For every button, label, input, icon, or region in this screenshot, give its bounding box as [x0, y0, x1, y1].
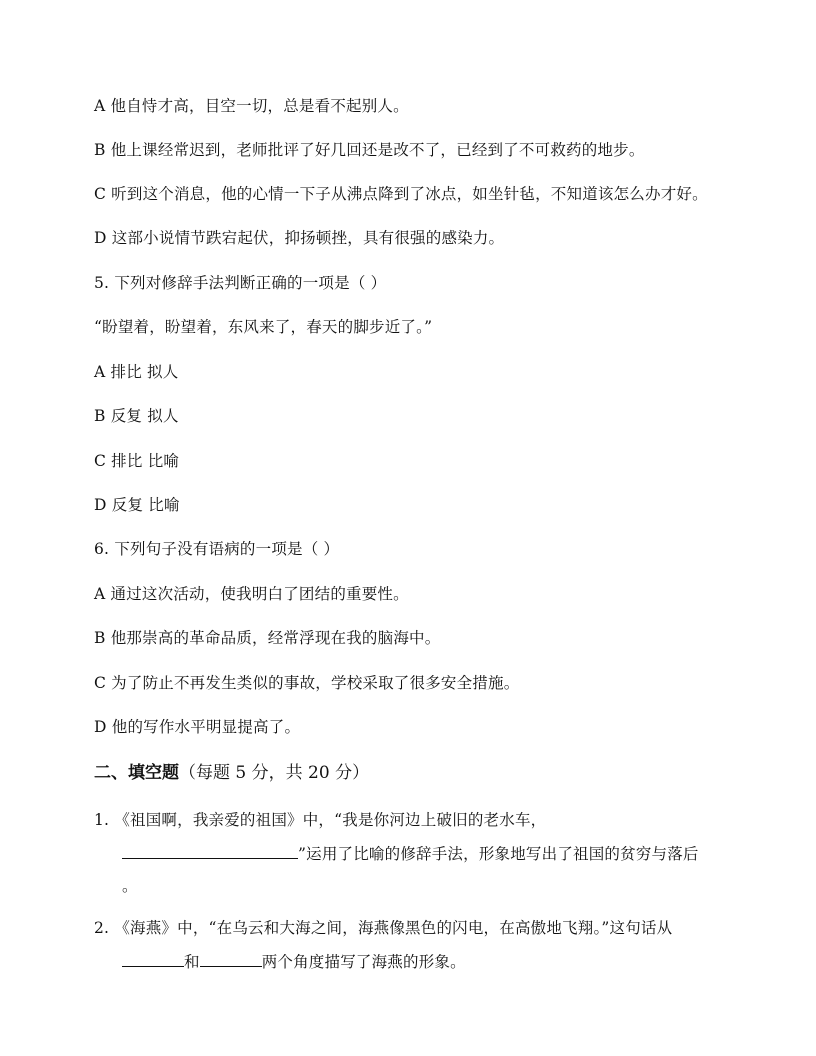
section-heading: 二、填空题 — [94, 763, 179, 783]
q5-option-a: A 排比 拟人 — [94, 363, 179, 381]
fill-question-2-line2 — [122, 951, 466, 972]
q6-option-a: A 通过这次活动，使我明白了团结的重要性。 — [94, 585, 409, 603]
q5-option-d: D 反复 比喻 — [94, 496, 180, 514]
answer-blank[interactable] — [122, 843, 298, 859]
answer-blank-2[interactable] — [200, 951, 262, 967]
fill-question-1-continuation: ”运用了比喻的修辞手法，形象地写出了祖国的贫穷与落后 — [298, 845, 699, 863]
q6-option-d: D 他的写作水平明显提高了。 — [94, 718, 301, 736]
section-scoring-note: （每题 5 分，共 20 分） — [179, 763, 370, 783]
q5-option-c: C 排比 比喻 — [94, 452, 180, 470]
fill-question-2-connector: 和 — [184, 953, 200, 971]
q6-option-c: C 为了防止不再发生类似的事故，学校采取了很多安全措施。 — [94, 674, 520, 692]
q6-stem: 6. 下列句子没有语病的一项是（ ） — [94, 540, 340, 558]
q6-option-b: B 他那崇高的革命品质，经常浮现在我的脑海中。 — [94, 629, 441, 647]
q5-quote: “盼望着，盼望着，东风来了，春天的脚步近了。” — [94, 318, 433, 336]
fill-question-1-line3: 。 — [122, 877, 138, 895]
q5-stem: 5. 下列对修辞手法判断正确的一项是（ ） — [94, 274, 387, 292]
q4-option-a: A 他自恃才高，目空一切，总是看不起别人。 — [94, 97, 409, 115]
q5-option-b: B 反复 拟人 — [94, 407, 179, 425]
fill-question-2-tail: 两个角度描写了海燕的形象。 — [261, 953, 466, 971]
answer-blank-1[interactable] — [122, 951, 184, 967]
q4-option-c: C 听到这个消息，他的心情一下子从沸点降到了冰点，如坐针毡，不知道该怎么办才好。 — [94, 185, 708, 203]
fill-question-1-line2 — [122, 843, 699, 864]
q4-option-d: D 这部小说情节跌宕起伏，抑扬顿挫，具有很强的感染力。 — [94, 229, 505, 247]
q4-option-b: B 他上课经常迟到，老师批评了好几回还是改不了，已经到了不可救药的地步。 — [94, 141, 645, 159]
fill-question-2-line1: 2. 《海燕》中，“在乌云和大海之间，海燕像黑色的闪电，在高傲地飞翔。”这句话从 — [94, 919, 673, 937]
fill-question-1-line1: 1. 《祖国啊，我亲爱的祖国》中，“我是你河边上破旧的老水车， — [94, 811, 547, 829]
section-title — [94, 762, 369, 784]
